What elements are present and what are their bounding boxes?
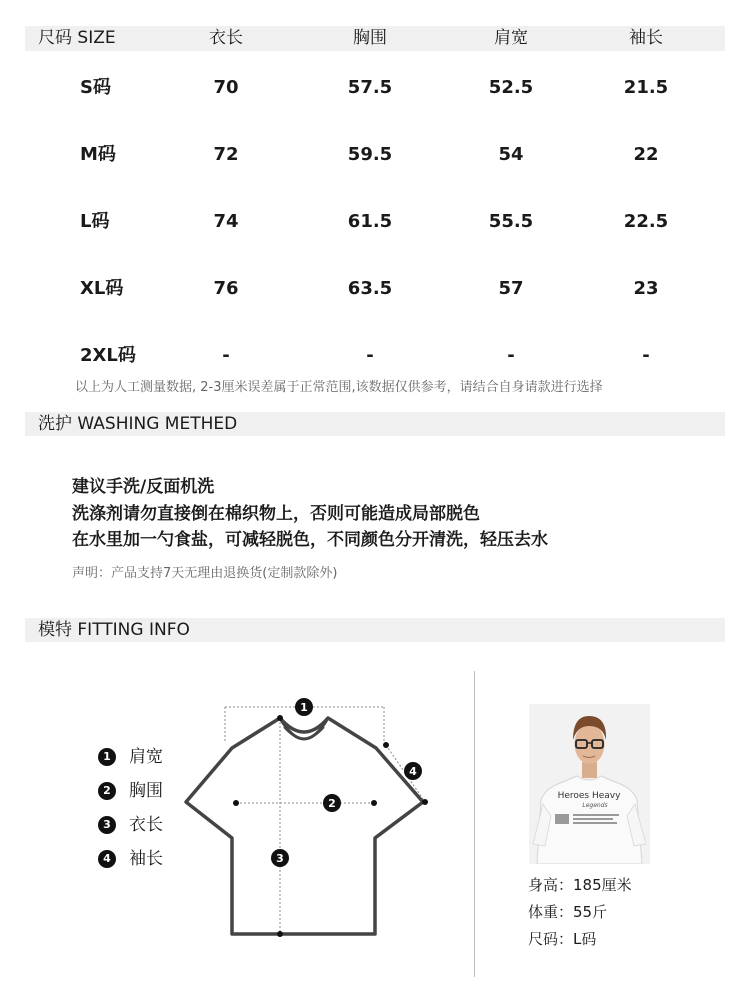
shoulder-cell: 55.5 xyxy=(488,211,534,232)
chest-cell: 63.5 xyxy=(347,278,393,299)
measurement-legend xyxy=(98,745,163,881)
legend-label: 肩宽 xyxy=(129,747,163,767)
shoulder-cell: - xyxy=(507,345,515,366)
measure-marker-4 xyxy=(404,762,422,780)
washing-instructions xyxy=(72,474,548,554)
model-photo xyxy=(529,704,650,864)
chest-cell: 61.5 xyxy=(347,211,393,232)
shoulder-cell: 52.5 xyxy=(488,77,534,98)
return-policy-note: 声明：产品支持7天无理由退换货(定制款除外) xyxy=(72,566,338,581)
header-chest: 胸围 xyxy=(353,28,387,48)
legend-number: 3 xyxy=(98,816,116,834)
marker-number: 4 xyxy=(409,765,417,778)
measure-lines xyxy=(225,707,425,934)
table-row xyxy=(0,73,750,103)
fitting-section-title: 模特 FITTING INFO xyxy=(25,618,725,642)
size-cell: XL码 xyxy=(80,278,124,299)
marker-number: 3 xyxy=(276,852,284,865)
legend-number: 2 xyxy=(98,782,116,800)
legend-label: 胸围 xyxy=(129,781,163,801)
table-row xyxy=(0,341,750,371)
sleeve-cell: - xyxy=(642,345,650,366)
size-cell: M码 xyxy=(80,144,116,165)
measure-marker-2 xyxy=(323,794,341,812)
legend-number: 4 xyxy=(98,850,116,868)
model-height: 身高：185厘米 xyxy=(528,876,632,894)
size-note: 以上为人工测量数据, 2-3厘米误差属于正常范围,该数据仅供参考，请结合自身请款进行选择 xyxy=(75,380,603,395)
washing-line: 洗涤剂请勿直接倒在棉织物上，否则可能造成局部脱色 xyxy=(72,503,480,524)
measure-endpoints xyxy=(233,715,428,937)
chest-cell: - xyxy=(366,345,374,366)
washing-line: 建议手洗/反面机洗 xyxy=(72,477,215,497)
table-row xyxy=(0,207,750,237)
tshirt-outline-icon xyxy=(180,690,450,950)
sleeve-cell: 22 xyxy=(633,144,659,165)
table-row xyxy=(0,274,750,304)
legend-number: 1 xyxy=(98,748,116,766)
sleeve-cell: 23 xyxy=(633,278,659,299)
marker-number: 1 xyxy=(300,701,308,714)
sleeve-cell: 21.5 xyxy=(623,77,669,98)
legend-label: 衣长 xyxy=(129,815,163,835)
length-cell: 70 xyxy=(213,77,239,98)
sleeve-cell: 22.5 xyxy=(623,211,669,232)
header-length: 衣长 xyxy=(209,28,243,48)
header-shoulder: 肩宽 xyxy=(494,28,528,48)
table-row xyxy=(0,140,750,170)
length-cell: 74 xyxy=(213,211,239,232)
size-table-header xyxy=(25,26,725,51)
size-cell: 2XL码 xyxy=(80,345,136,366)
legend-label: 袖长 xyxy=(129,849,163,869)
marker-number: 2 xyxy=(328,797,336,810)
shirt-print-text: Heroes Heavy xyxy=(557,791,621,801)
legend-item-shoulder xyxy=(98,745,163,779)
header-size: 尺码 SIZE xyxy=(38,28,116,48)
size-cell: S码 xyxy=(80,77,111,98)
legend-item-length xyxy=(98,813,163,847)
length-cell: - xyxy=(222,345,230,366)
model-weight: 体重：55斤 xyxy=(528,903,608,921)
length-cell: 76 xyxy=(213,278,239,299)
vertical-divider xyxy=(474,671,475,977)
legend-item-sleeve xyxy=(98,847,163,881)
header-sleeve: 袖长 xyxy=(629,28,663,48)
chest-cell: 57.5 xyxy=(347,77,393,98)
model-illustration xyxy=(529,704,650,864)
measure-marker-1 xyxy=(295,698,313,716)
shirt-print-subtext: Legends xyxy=(582,802,608,809)
shoulder-cell: 54 xyxy=(498,144,524,165)
model-info xyxy=(528,872,632,953)
legend-item-chest xyxy=(98,779,163,813)
washing-section-title: 洗护 WASHING METHED xyxy=(25,412,725,436)
tshirt-shape xyxy=(186,718,423,934)
chest-cell: 59.5 xyxy=(347,144,393,165)
length-cell: 72 xyxy=(213,144,239,165)
shoulder-cell: 57 xyxy=(498,278,524,299)
model-size: 尺码：L码 xyxy=(528,930,597,948)
measure-marker-3 xyxy=(271,849,289,867)
washing-line: 在水里加一勺食盐，可减轻脱色，不同颜色分开清洗，轻压去水 xyxy=(72,530,548,550)
size-cell: L码 xyxy=(80,211,110,232)
